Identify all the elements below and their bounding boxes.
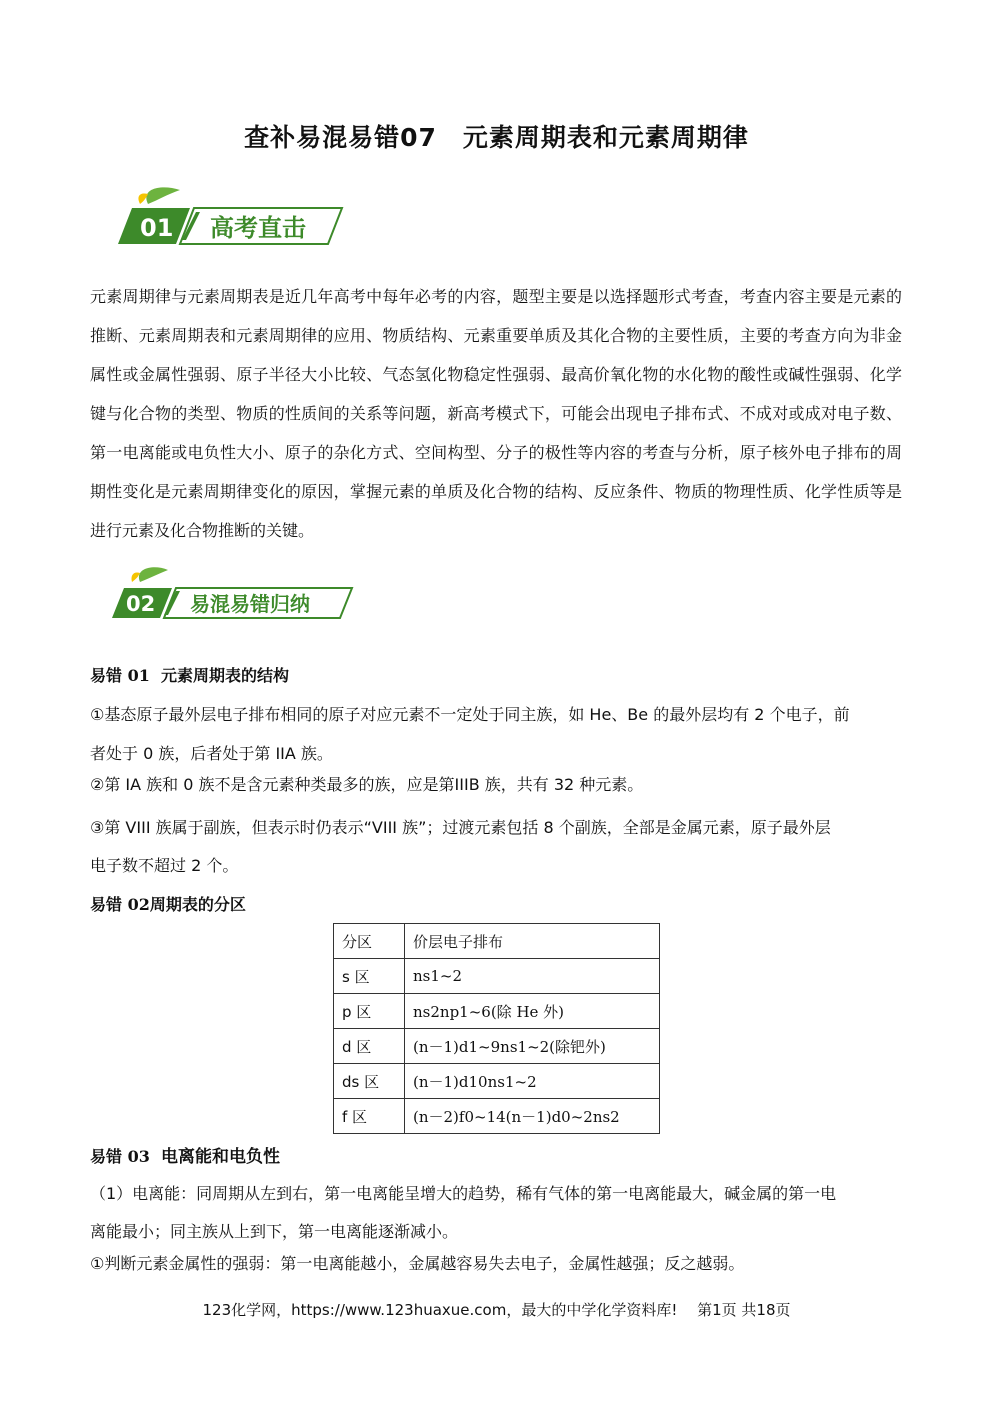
table-cell: ns2np1~6(除 He 外) (405, 994, 660, 1029)
leaf-icon (131, 572, 140, 582)
page-footer: 123化学网，https://www.123huaxue.com，最大的中学化学资料库! 第1页 共18页 (202, 1301, 791, 1319)
err03-line-3: ①判断元素金属性的强弱：第一电离能越小，金属越容易失去电子，金属性越强；反之越弱。 (90, 1254, 745, 1273)
err02-heading: 易错 02周期表的分区 (90, 895, 246, 914)
err01-line-5: 电子数不超过 2 个。 (90, 856, 239, 875)
table-row (334, 959, 660, 994)
zone-table (333, 923, 660, 1134)
table-cell: d 区 (334, 1029, 405, 1064)
table-header-cell: 价层电子排布 (405, 924, 660, 959)
table-row (334, 1029, 660, 1064)
banner-graphic (110, 566, 360, 624)
table-cell: ds 区 (334, 1064, 405, 1099)
intro-paragraph: 元素周期律与元素周期表是近几年高考中每年必考的内容，题型主要是以选择题形式考查，考查内容主要是元素的推断、元素周期表和元素周期律的应用、物质结构、元素重要单质及其化合物的主要性质，主要的考查方向为非金属性或金属性强弱、原子半径大小比较、气态氢化物稳定性强弱、最高价氧化物的水化物的酸性或碱性强弱、化学键与化合物的类型、物质的性质间的关系等问题，新高考模式下，可能会出现电子排布式、不成对或成对电子数、第一电离能或电负性大小、原子的杂化方式、空间构型、分子的极性等内容的考查与分析，原子核外电子排布的周期性变化是元素周期律变化的原因，掌握元素的单质及化合物的结构、反应条件、物质的物理性质、化学性质等是进行元素及化合物推断的关键。 (90, 287, 902, 540)
table-row (334, 994, 660, 1029)
table-cell: (n－2)f0~14(n－1)d0~2ns2 (405, 1099, 660, 1134)
table-row (334, 1064, 660, 1099)
table-cell: ns1~2 (405, 959, 660, 994)
table-header-cell: 分区 (334, 924, 405, 959)
err01-line-1: ①基态原子最外层电子排布相同的原子对应元素不一定处于同主族，如 He、Be 的最外层均有 2 个电子，前 (90, 705, 850, 724)
table-cell: s 区 (334, 959, 405, 994)
banner-number: 02 (126, 592, 156, 616)
banner-graphic (110, 186, 350, 246)
table-cell: (n－1)d1~9ns1~2(除钯外) (405, 1029, 660, 1064)
table-header-row (334, 924, 660, 959)
err03-line-1: （1）电离能：同周期从左到右，第一电离能呈增大的趋势，稀有气体的第一电离能最大，碱金属的第一电 (90, 1184, 837, 1203)
err03-line-2: 离能最小；同主族从上到下，第一电离能逐渐减小。 (90, 1222, 459, 1241)
leaf-icon (146, 187, 180, 204)
page-title: 查补易混易错07 元素周期表和元素周期律 (244, 123, 749, 152)
banner-label: 易混易错归纳 (190, 592, 310, 616)
table-cell: (n－1)d10ns1~2 (405, 1064, 660, 1099)
table-cell: f 区 (334, 1099, 405, 1134)
banner-number: 01 (140, 214, 174, 242)
leaf-icon (139, 567, 168, 582)
table-row (334, 1099, 660, 1134)
err01-line-4: ③第 VIII 族属于副族，但表示时仍表示“VIII 族”；过渡元素包括 8 个副族，全部是金属元素，原子最外层 (90, 818, 831, 837)
err01-heading: 易错 01 元素周期表的结构 (90, 666, 290, 685)
section-banner-01 (110, 186, 350, 246)
table-cell: p 区 (334, 994, 405, 1029)
err01-line-3: ②第 IA 族和 0 族不是含元素种类最多的族，应是第IIIB 族，共有 32 种元素。 (90, 775, 644, 794)
err01-line-2: 者处于 0 族，后者处于第 IIA 族。 (90, 744, 333, 763)
section-banner-02 (110, 566, 360, 626)
err03-heading: 易错 03 电离能和电负性 (90, 1147, 280, 1167)
banner-label: 高考直击 (210, 214, 306, 242)
